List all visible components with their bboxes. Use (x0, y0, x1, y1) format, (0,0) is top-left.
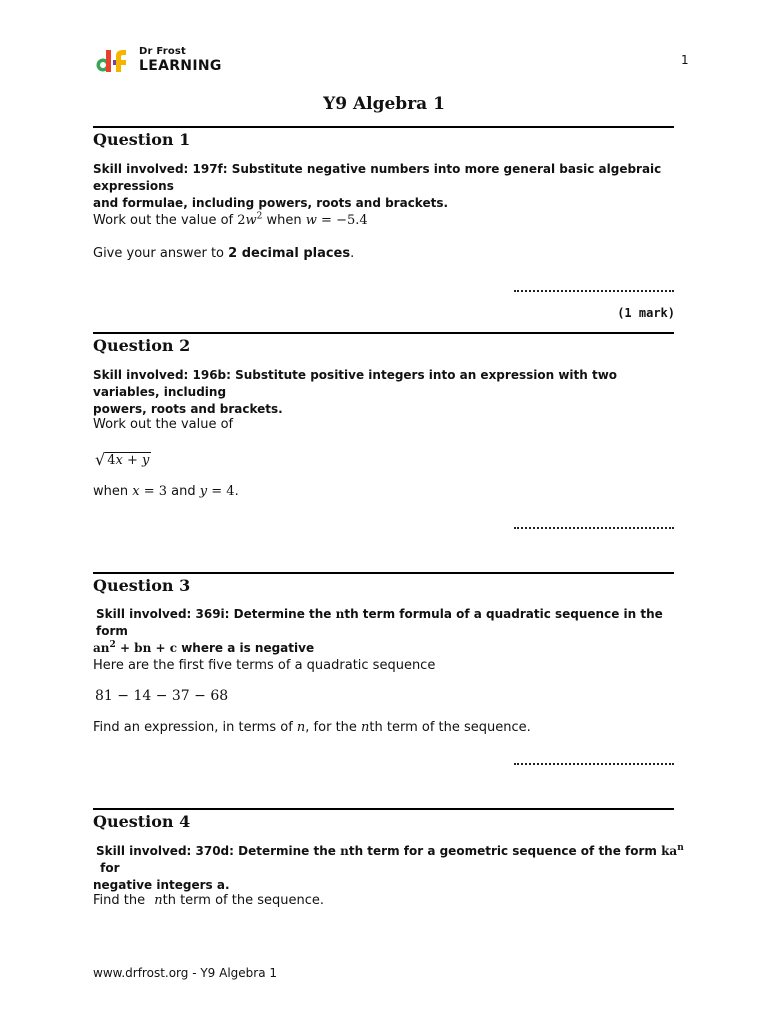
q3-sequence: 81 − 14 − 37 − 68 (95, 688, 229, 704)
q1-prompt (93, 213, 368, 228)
q1-expr-exp: 2 (256, 211, 263, 222)
q2-top-rule (93, 332, 674, 334)
q1-instr-post: . (350, 246, 355, 261)
q4-skill-pre: Skill involved: 370d: Determine the (96, 844, 341, 858)
q1-expr-var: w (245, 213, 257, 228)
q4-skill-exp: n (677, 843, 684, 853)
q3-skill-exp: 2 (109, 640, 116, 650)
q3-answer-line[interactable] (514, 763, 674, 765)
q4-skill (93, 843, 686, 894)
q2-when-y: y (199, 484, 208, 499)
q4-title: Question 4 (93, 812, 191, 831)
q1-expr-coef: 2 (237, 213, 246, 228)
q3-find-pre: Find an expression, in terms of (93, 720, 297, 735)
q1-top-rule (93, 126, 674, 128)
footer-text: www.drfrost.org - Y9 Algebra 1 (93, 966, 278, 980)
q2-when-x-val: = 3 (139, 484, 168, 499)
q4-find (93, 893, 324, 908)
q2-skill (93, 367, 683, 418)
q3-skill-n: n (335, 607, 345, 621)
q3-find-n2: n (361, 720, 370, 735)
drfrost-logo (95, 46, 225, 78)
q2-when-y-val: = 4 (207, 484, 235, 499)
q1-cond-rest: = −5.4 (316, 213, 368, 228)
q3-skill-line1 (96, 606, 686, 640)
q1-when: when (262, 213, 306, 228)
df-logo-icon (95, 46, 131, 76)
q3-find-post: th term of the sequence. (369, 720, 531, 735)
document-title: Y9 Algebra 1 (323, 94, 445, 114)
q4-skill-k: ka (661, 844, 678, 858)
q2-skill-line2: powers, roots and brackets. (93, 402, 283, 416)
q3-title: Question 3 (93, 576, 191, 595)
q4-top-rule (93, 808, 674, 810)
q2-radicand-x: x (115, 453, 123, 468)
q4-skill-line1 (96, 843, 686, 877)
q4-skill-mid: th term for a geometric sequence of the form (348, 844, 662, 858)
q1-instr-pre: Give your answer to (93, 246, 229, 261)
q2-radicand-y: y (142, 453, 150, 468)
q1-skill (93, 161, 683, 212)
q2-answer-line[interactable] (514, 527, 674, 529)
q3-intro: Here are the first five terms of a quadratic sequence (93, 658, 436, 673)
q3-skill-line2 (93, 640, 686, 657)
logo-line2: LEARNING (139, 58, 222, 74)
q3-skill-pre: Skill involved: 369i: Determine the (96, 607, 336, 621)
q2-title: Question 2 (93, 336, 191, 355)
q4-find-post: th term of the sequence. (162, 893, 324, 908)
q4-skill-post: for (96, 861, 120, 875)
q1-skill-line2: and formulae, including powers, roots and brackets. (93, 196, 449, 210)
q3-skill-line2-post: where a is negative (177, 641, 315, 655)
q2-radicand-plus: + (122, 453, 142, 468)
q3-skill (93, 606, 686, 657)
page-number: 1 (681, 53, 689, 67)
q2-when-end: . (234, 484, 239, 499)
q2-radicand-num: 4 (107, 453, 116, 468)
q1-prompt-text: Work out the value of (93, 213, 238, 228)
q1-title: Question 1 (93, 130, 191, 149)
q1-answer-line[interactable] (514, 290, 674, 292)
q3-skill-expr-a: an (93, 641, 110, 655)
q2-when-pre: when (93, 484, 133, 499)
q1-instr-bold: 2 decimal places (228, 246, 351, 261)
q4-skill-n: n (340, 844, 349, 858)
q1-cond-var: w (305, 213, 317, 228)
q3-top-rule (93, 572, 674, 574)
q2-when-and: and (167, 484, 200, 499)
q2-sqrt-expression (95, 449, 151, 471)
q2-when (93, 484, 239, 499)
q2-radicand (105, 452, 151, 468)
q3-skill-rest: + bn + c (115, 641, 178, 655)
q2-skill-line1: Skill involved: 196b: Substitute positive integers into an expression with two variables, including (93, 368, 618, 399)
q3-find-n: n (296, 720, 306, 735)
q4-find-n: n (154, 893, 163, 908)
q3-find-mid: , for the (305, 720, 362, 735)
q1-instruction (93, 246, 354, 261)
q3-find (93, 720, 531, 735)
sqrt-icon: √ (95, 450, 106, 469)
q3-skill-post: th term formula of a quadratic sequence in the form (96, 607, 663, 638)
logo-line1: Dr Frost (139, 46, 187, 57)
q1-skill-line1: Skill involved: 197f: Substitute negative numbers into more general basic algebraic expressions (93, 162, 662, 193)
q2-when-x: x (132, 484, 140, 499)
q4-skill-line2: negative integers a. (93, 878, 230, 892)
q4-find-pre: Find the (93, 893, 150, 908)
q2-prompt: Work out the value of (93, 417, 234, 432)
q1-marks: (1 mark) (617, 306, 675, 320)
